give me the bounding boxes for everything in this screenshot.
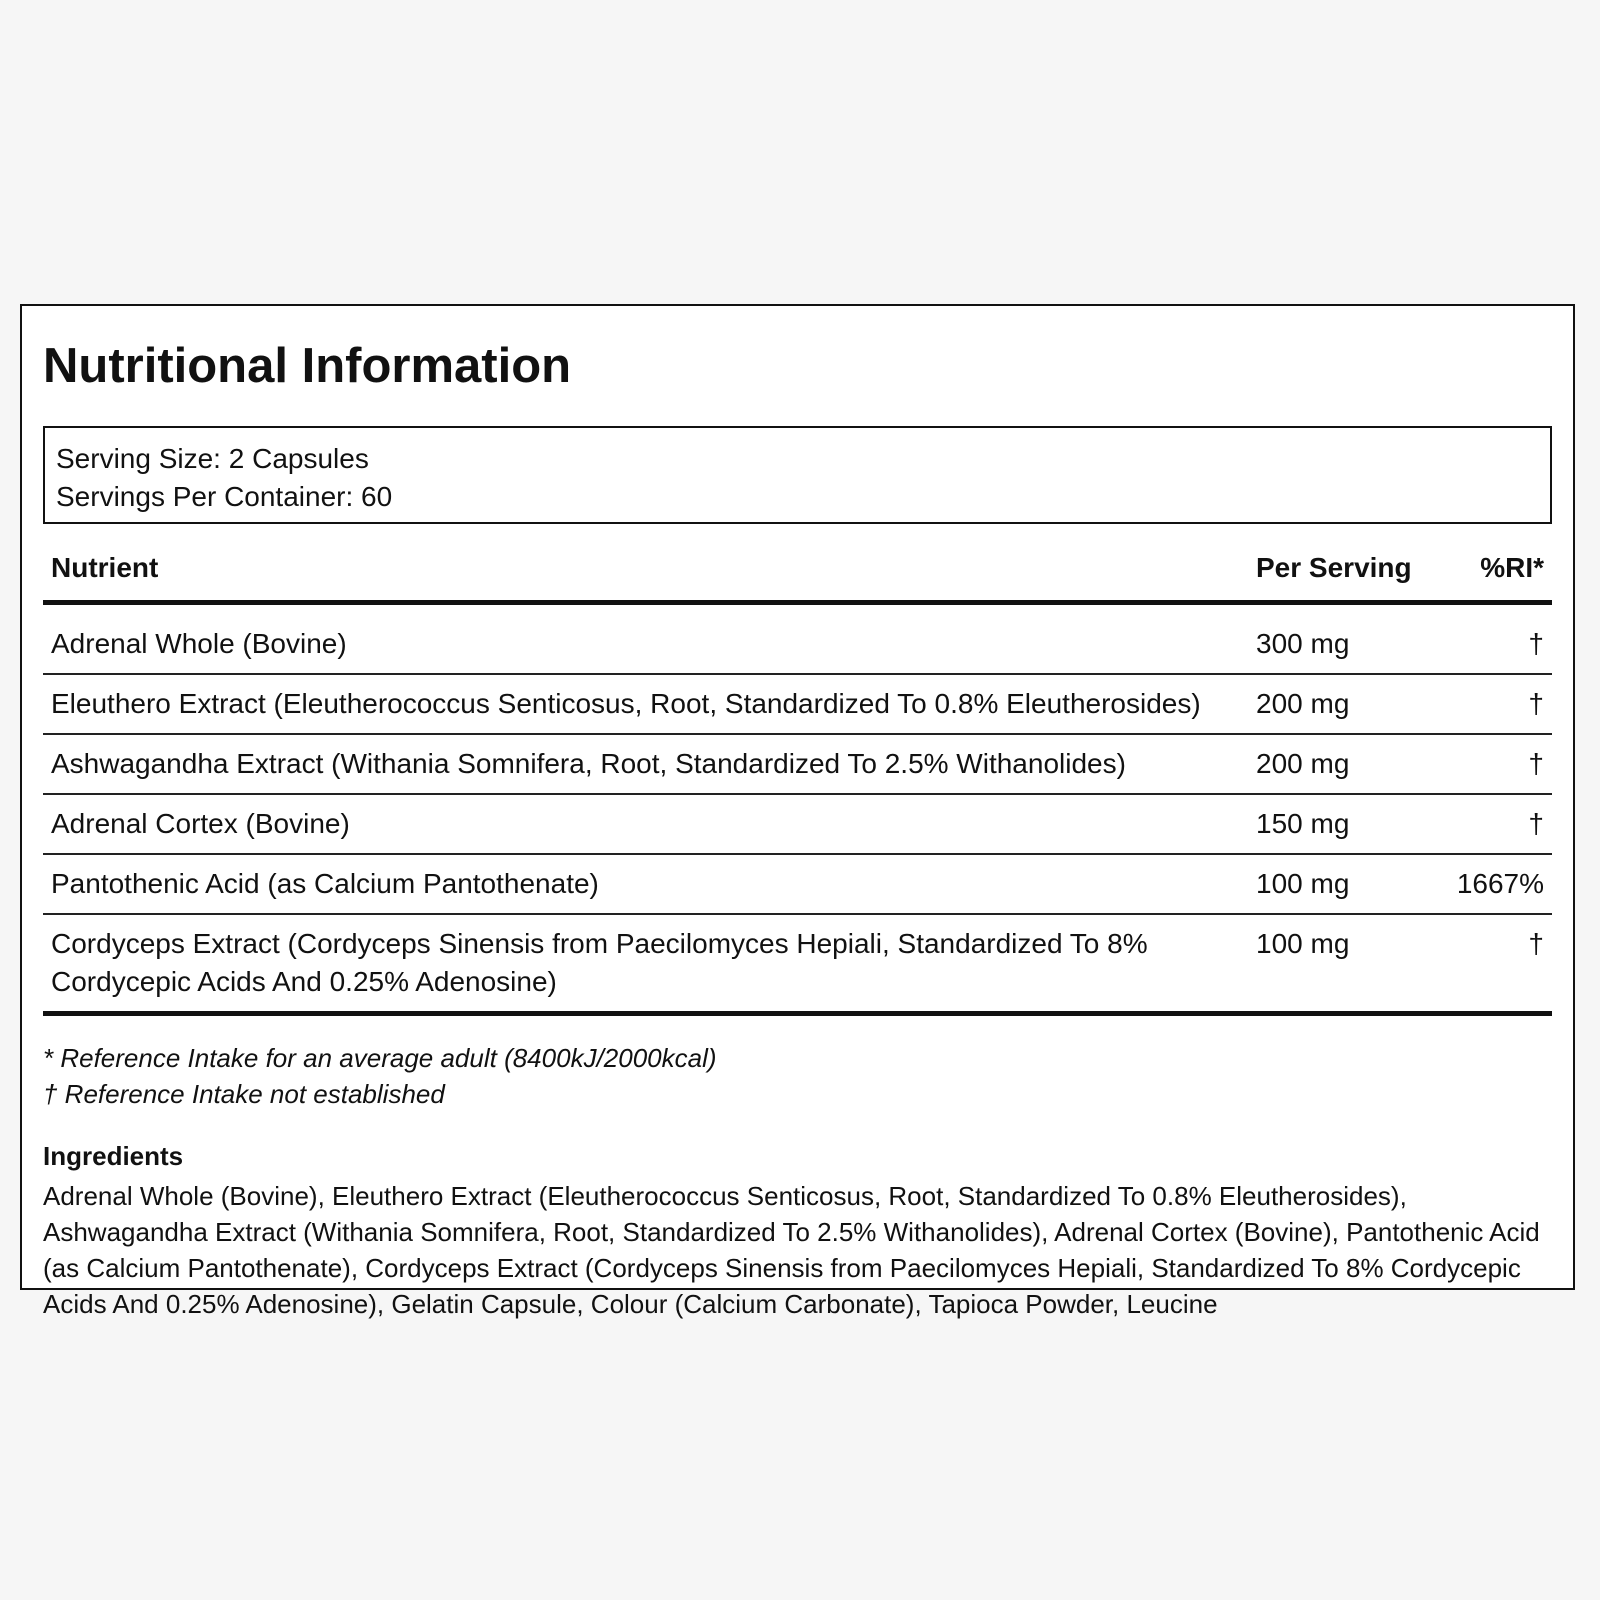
table-row [43,854,1552,914]
serving-size: Serving Size: 2 Capsules [56,443,369,474]
nutrient-amount: 100 mg [1248,854,1442,914]
table-row [43,734,1552,794]
nutrient-amount: 100 mg [1248,914,1442,1014]
footnote-reference-intake: * Reference Intake for an average adult (8400kJ/2000kcal) [43,1043,717,1073]
nutrient-name: Pantothenic Acid (as Calcium Pantothenate) [43,854,1248,914]
nutrient-name: Cordyceps Extract (Cordyceps Sinensis from Paecilomyces Hepiali, Standardized To 8% Cordycepic Acids And 0.25% Adenosine) [43,914,1248,1014]
table-row [43,794,1552,854]
nutrient-name: Adrenal Whole (Bovine) [43,603,1248,675]
nutrient-ri: † [1442,603,1552,675]
nutrient-amount: 200 mg [1248,674,1442,734]
page-title: Nutritional Information [43,339,572,393]
nutrient-ri: † [1442,734,1552,794]
nutrient-ri: † [1442,674,1552,734]
nutrient-amount: 150 mg [1248,794,1442,854]
nutrient-name: Ashwagandha Extract (Withania Somnifera, Root, Standardized To 2.5% Withanolides) [43,734,1248,794]
header-nutrient: Nutrient [43,548,1248,603]
header-per-serving: Per Serving [1248,548,1442,603]
table-row [43,674,1552,734]
footnote-not-established: † Reference Intake not established [43,1079,445,1109]
nutrition-panel [20,304,1575,1319]
footnotes [43,1040,1552,1112]
nutrient-table [43,548,1552,1016]
nutrient-name: Adrenal Cortex (Bovine) [43,794,1248,854]
header-ri: %RI* [1442,548,1552,603]
table-row [43,914,1552,1014]
nutrient-amount: 300 mg [1248,603,1442,675]
nutrient-name: Eleuthero Extract (Eleutherococcus Senticosus, Root, Standardized To 0.8% Eleutherosides) [43,674,1248,734]
nutrient-ri: † [1442,914,1552,1014]
nutrient-ri: 1667% [1442,854,1552,914]
ingredients-text: Adrenal Whole (Bovine), Eleuthero Extract (Eleutherococcus Senticosus, Root, Standardized To 0.8% Eleutherosides), Ashwagandha Extract (Withania Somnifera, Root, Standardized To 2.5% Withanolides), Adrenal Cortex (Bovine), Pantothenic Acid (as Calcium Pantothenate), Cordyceps Extract (Cordyceps Sinensis from Paecilomyces Hepiali, Standardized To 8% Cordycepic Acids And 0.25% Adenosine), Gelatin Capsule, Colour (Calcium Carbonate), Tapioca Powder, Leucine [43,1181,1540,1319]
table-header-row [43,548,1552,603]
ingredients-heading: Ingredients [43,1141,184,1171]
nutrient-amount: 200 mg [1248,734,1442,794]
serving-info-box [43,426,1552,524]
nutrient-ri: † [1442,794,1552,854]
table-row [43,603,1552,675]
servings-per-container: Servings Per Container: 60 [56,481,393,512]
